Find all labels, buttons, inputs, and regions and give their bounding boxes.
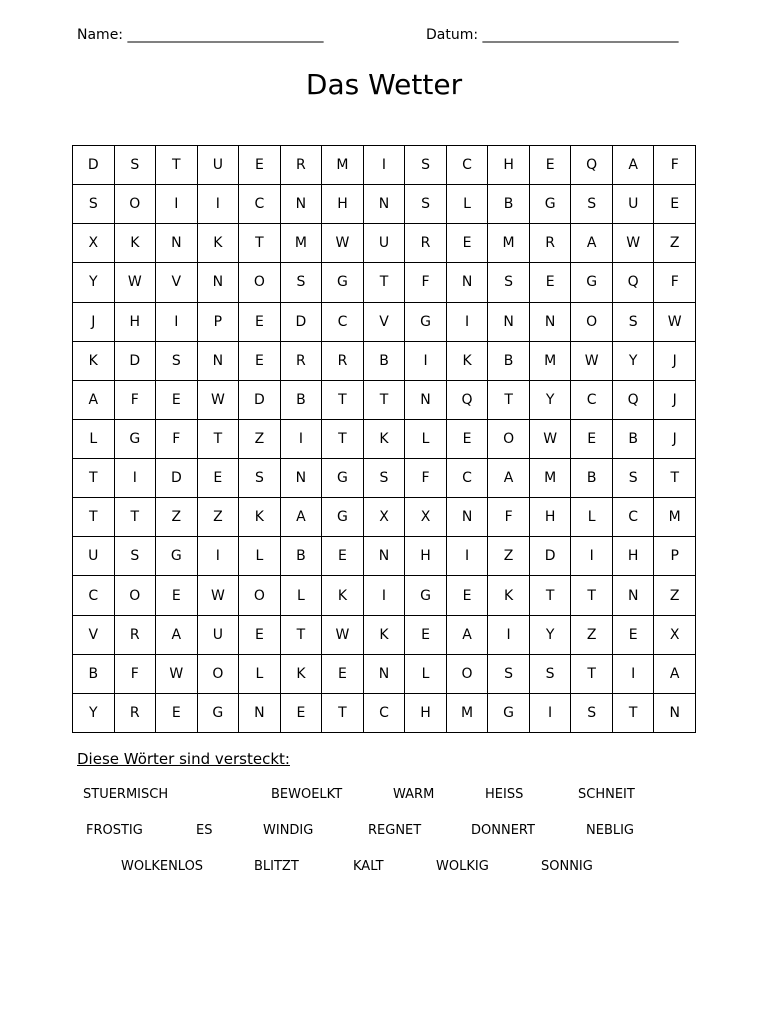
- grid-cell: B: [571, 459, 613, 498]
- grid-cell: S: [613, 303, 655, 342]
- grid-cell: S: [73, 185, 115, 224]
- name-field-label: Name: ____________________________: [77, 27, 324, 43]
- grid-cell: G: [115, 420, 157, 459]
- grid-cell: X: [405, 498, 447, 537]
- grid-cell: W: [156, 655, 198, 694]
- grid-cell: C: [447, 146, 489, 185]
- grid-cell: S: [488, 655, 530, 694]
- grid-cell: U: [613, 185, 655, 224]
- grid-cell: W: [322, 224, 364, 263]
- grid-cell: K: [488, 576, 530, 615]
- grid-cell: O: [447, 655, 489, 694]
- grid-cell: Z: [156, 498, 198, 537]
- grid-cell: G: [198, 694, 240, 733]
- grid-cell: G: [488, 694, 530, 733]
- grid-cell: N: [447, 263, 489, 302]
- grid-cell: G: [322, 459, 364, 498]
- grid-cell: M: [447, 694, 489, 733]
- grid-cell: S: [364, 459, 406, 498]
- grid-cell: B: [281, 537, 323, 576]
- hidden-word: STUERMISCH: [83, 787, 169, 802]
- grid-cell: E: [239, 616, 281, 655]
- grid-cell: E: [239, 342, 281, 381]
- grid-cell: N: [281, 459, 323, 498]
- grid-cell: E: [571, 420, 613, 459]
- grid-cell: E: [281, 694, 323, 733]
- grid-cell: T: [239, 224, 281, 263]
- grid-cell: Y: [530, 616, 572, 655]
- grid-cell: J: [654, 381, 696, 420]
- grid-cell: I: [571, 537, 613, 576]
- grid-cell: W: [198, 576, 240, 615]
- grid-cell: T: [322, 381, 364, 420]
- grid-cell: A: [654, 655, 696, 694]
- grid-cell: W: [198, 381, 240, 420]
- grid-cell: O: [115, 185, 157, 224]
- grid-cell: C: [447, 459, 489, 498]
- hidden-word: ES: [196, 823, 213, 838]
- grid-cell: F: [405, 459, 447, 498]
- hidden-words-heading: Diese Wörter sind versteckt:: [77, 750, 290, 768]
- grid-cell: H: [115, 303, 157, 342]
- grid-cell: N: [405, 381, 447, 420]
- grid-cell: T: [322, 694, 364, 733]
- grid-cell: N: [364, 655, 406, 694]
- grid-cell: C: [239, 185, 281, 224]
- grid-cell: Z: [198, 498, 240, 537]
- grid-cell: M: [654, 498, 696, 537]
- grid-cell: N: [447, 498, 489, 537]
- grid-cell: E: [239, 146, 281, 185]
- grid-cell: T: [156, 146, 198, 185]
- grid-cell: M: [322, 146, 364, 185]
- grid-cell: T: [115, 498, 157, 537]
- grid-cell: N: [198, 263, 240, 302]
- grid-cell: R: [281, 342, 323, 381]
- grid-cell: X: [654, 616, 696, 655]
- grid-cell: I: [281, 420, 323, 459]
- grid-cell: S: [281, 263, 323, 302]
- grid-cell: G: [571, 263, 613, 302]
- grid-cell: S: [571, 185, 613, 224]
- grid-cell: I: [156, 185, 198, 224]
- grid-cell: R: [322, 342, 364, 381]
- grid-cell: N: [654, 694, 696, 733]
- grid-cell: Z: [654, 224, 696, 263]
- grid-cell: N: [364, 537, 406, 576]
- grid-cell: K: [73, 342, 115, 381]
- grid-cell: M: [281, 224, 323, 263]
- grid-cell: N: [613, 576, 655, 615]
- grid-cell: N: [198, 342, 240, 381]
- grid-cell: I: [115, 459, 157, 498]
- grid-cell: H: [530, 498, 572, 537]
- grid-cell: I: [198, 537, 240, 576]
- grid-cell: F: [488, 498, 530, 537]
- grid-cell: A: [447, 616, 489, 655]
- grid-cell: U: [198, 146, 240, 185]
- grid-cell: R: [115, 616, 157, 655]
- grid-cell: Q: [613, 263, 655, 302]
- grid-cell: E: [156, 576, 198, 615]
- grid-cell: S: [115, 537, 157, 576]
- grid-cell: Y: [73, 263, 115, 302]
- grid-cell: I: [156, 303, 198, 342]
- grid-cell: A: [156, 616, 198, 655]
- grid-cell: W: [613, 224, 655, 263]
- grid-cell: L: [239, 655, 281, 694]
- grid-cell: T: [571, 655, 613, 694]
- grid-cell: K: [364, 616, 406, 655]
- grid-cell: T: [571, 576, 613, 615]
- grid-cell: G: [156, 537, 198, 576]
- grid-cell: C: [571, 381, 613, 420]
- grid-cell: Q: [613, 381, 655, 420]
- grid-cell: F: [115, 655, 157, 694]
- grid-cell: D: [156, 459, 198, 498]
- grid-cell: W: [530, 420, 572, 459]
- grid-cell: G: [322, 498, 364, 537]
- grid-cell: N: [364, 185, 406, 224]
- grid-cell: E: [198, 459, 240, 498]
- grid-cell: G: [530, 185, 572, 224]
- grid-cell: I: [405, 342, 447, 381]
- grid-cell: O: [115, 576, 157, 615]
- grid-cell: Y: [73, 694, 115, 733]
- grid-cell: T: [613, 694, 655, 733]
- grid-cell: X: [73, 224, 115, 263]
- grid-cell: H: [488, 146, 530, 185]
- grid-cell: B: [488, 185, 530, 224]
- grid-cell: F: [115, 381, 157, 420]
- grid-cell: Y: [530, 381, 572, 420]
- grid-cell: Z: [239, 420, 281, 459]
- grid-cell: O: [239, 576, 281, 615]
- grid-cell: O: [488, 420, 530, 459]
- grid-cell: Z: [654, 576, 696, 615]
- hidden-word: WARM: [393, 787, 435, 802]
- hidden-word: SCHNEIT: [578, 787, 635, 802]
- grid-cell: V: [73, 616, 115, 655]
- hidden-word: WOLKENLOS: [121, 859, 204, 874]
- grid-cell: E: [447, 576, 489, 615]
- grid-cell: W: [654, 303, 696, 342]
- grid-cell: U: [73, 537, 115, 576]
- grid-cell: U: [364, 224, 406, 263]
- grid-cell: S: [613, 459, 655, 498]
- grid-cell: T: [364, 263, 406, 302]
- hidden-word: SONNIG: [541, 859, 593, 874]
- grid-cell: U: [198, 616, 240, 655]
- hidden-word: WOLKIG: [436, 859, 489, 874]
- hidden-word: BLITZT: [254, 859, 299, 874]
- grid-cell: I: [198, 185, 240, 224]
- grid-cell: L: [405, 420, 447, 459]
- grid-cell: W: [115, 263, 157, 302]
- grid-cell: K: [364, 420, 406, 459]
- grid-cell: L: [239, 537, 281, 576]
- grid-cell: Y: [613, 342, 655, 381]
- grid-cell: R: [530, 224, 572, 263]
- grid-cell: T: [654, 459, 696, 498]
- grid-cell: F: [156, 420, 198, 459]
- grid-cell: E: [530, 263, 572, 302]
- grid-cell: S: [530, 655, 572, 694]
- grid-cell: E: [530, 146, 572, 185]
- grid-cell: M: [488, 224, 530, 263]
- grid-cell: T: [364, 381, 406, 420]
- grid-cell: I: [447, 537, 489, 576]
- grid-cell: L: [281, 576, 323, 615]
- grid-cell: S: [156, 342, 198, 381]
- grid-cell: T: [73, 498, 115, 537]
- hidden-word: HEISS: [485, 787, 524, 802]
- grid-cell: E: [447, 224, 489, 263]
- grid-cell: T: [73, 459, 115, 498]
- grid-cell: T: [281, 616, 323, 655]
- grid-cell: G: [322, 263, 364, 302]
- grid-cell: K: [239, 498, 281, 537]
- grid-cell: I: [364, 146, 406, 185]
- grid-cell: S: [405, 146, 447, 185]
- grid-cell: O: [198, 655, 240, 694]
- grid-cell: W: [322, 616, 364, 655]
- grid-cell: B: [281, 381, 323, 420]
- grid-cell: R: [115, 694, 157, 733]
- grid-cell: K: [198, 224, 240, 263]
- grid-cell: E: [405, 616, 447, 655]
- grid-cell: A: [281, 498, 323, 537]
- grid-cell: Z: [571, 616, 613, 655]
- grid-cell: X: [364, 498, 406, 537]
- date-field-label: Datum: ____________________________: [426, 27, 679, 43]
- grid-cell: P: [198, 303, 240, 342]
- grid-cell: D: [73, 146, 115, 185]
- grid-cell: D: [239, 381, 281, 420]
- grid-cell: C: [73, 576, 115, 615]
- hidden-word: DONNERT: [471, 823, 535, 838]
- grid-cell: A: [488, 459, 530, 498]
- grid-cell: V: [364, 303, 406, 342]
- grid-cell: A: [73, 381, 115, 420]
- grid-cell: M: [530, 342, 572, 381]
- grid-cell: I: [447, 303, 489, 342]
- grid-cell: K: [447, 342, 489, 381]
- grid-cell: L: [405, 655, 447, 694]
- grid-cell: Q: [571, 146, 613, 185]
- grid-cell: F: [405, 263, 447, 302]
- grid-cell: P: [654, 537, 696, 576]
- grid-cell: E: [239, 303, 281, 342]
- grid-cell: B: [488, 342, 530, 381]
- grid-cell: N: [239, 694, 281, 733]
- grid-cell: C: [322, 303, 364, 342]
- grid-cell: E: [156, 694, 198, 733]
- grid-cell: J: [654, 420, 696, 459]
- grid-cell: L: [73, 420, 115, 459]
- grid-cell: Z: [488, 537, 530, 576]
- grid-cell: I: [364, 576, 406, 615]
- grid-cell: T: [488, 381, 530, 420]
- grid-cell: S: [239, 459, 281, 498]
- grid-cell: K: [322, 576, 364, 615]
- hidden-word: WINDIG: [263, 823, 314, 838]
- grid-cell: K: [281, 655, 323, 694]
- grid-cell: I: [530, 694, 572, 733]
- grid-cell: C: [364, 694, 406, 733]
- grid-cell: Q: [447, 381, 489, 420]
- grid-cell: G: [405, 303, 447, 342]
- grid-cell: H: [613, 537, 655, 576]
- grid-cell: S: [488, 263, 530, 302]
- hidden-word: REGNET: [368, 823, 422, 838]
- grid-cell: S: [571, 694, 613, 733]
- grid-cell: N: [281, 185, 323, 224]
- grid-cell: V: [156, 263, 198, 302]
- hidden-word: NEBLIG: [586, 823, 635, 838]
- hidden-word: BEWOELKT: [271, 787, 343, 802]
- grid-cell: L: [571, 498, 613, 537]
- grid-cell: I: [488, 616, 530, 655]
- grid-cell: M: [530, 459, 572, 498]
- grid-cell: J: [654, 342, 696, 381]
- grid-cell: E: [447, 420, 489, 459]
- grid-cell: D: [281, 303, 323, 342]
- grid-cell: E: [613, 616, 655, 655]
- grid-cell: R: [405, 224, 447, 263]
- grid-cell: N: [488, 303, 530, 342]
- hidden-word: KALT: [353, 859, 384, 874]
- grid-cell: A: [571, 224, 613, 263]
- grid-cell: T: [198, 420, 240, 459]
- grid-cell: F: [654, 263, 696, 302]
- grid-cell: A: [613, 146, 655, 185]
- hidden-word: FROSTIG: [86, 823, 143, 838]
- grid-cell: D: [115, 342, 157, 381]
- grid-cell: B: [73, 655, 115, 694]
- grid-cell: E: [322, 655, 364, 694]
- grid-cell: E: [156, 381, 198, 420]
- grid-cell: H: [405, 694, 447, 733]
- grid-cell: B: [364, 342, 406, 381]
- grid-cell: W: [571, 342, 613, 381]
- word-search-grid: [72, 145, 696, 733]
- grid-cell: T: [530, 576, 572, 615]
- grid-cell: E: [322, 537, 364, 576]
- grid-cell: D: [530, 537, 572, 576]
- worksheet-title: Das Wetter: [305, 68, 463, 101]
- grid-cell: B: [613, 420, 655, 459]
- grid-cell: H: [405, 537, 447, 576]
- grid-cell: N: [530, 303, 572, 342]
- grid-cell: O: [571, 303, 613, 342]
- grid-cell: N: [156, 224, 198, 263]
- grid-cell: T: [322, 420, 364, 459]
- grid-cell: G: [405, 576, 447, 615]
- grid-cell: E: [654, 185, 696, 224]
- grid-cell: L: [447, 185, 489, 224]
- grid-cell: J: [73, 303, 115, 342]
- grid-cell: F: [654, 146, 696, 185]
- grid-cell: C: [613, 498, 655, 537]
- grid-cell: R: [281, 146, 323, 185]
- grid-cell: I: [613, 655, 655, 694]
- grid-cell: H: [322, 185, 364, 224]
- grid-cell: S: [405, 185, 447, 224]
- grid-cell: K: [115, 224, 157, 263]
- grid-cell: S: [115, 146, 157, 185]
- grid-cell: O: [239, 263, 281, 302]
